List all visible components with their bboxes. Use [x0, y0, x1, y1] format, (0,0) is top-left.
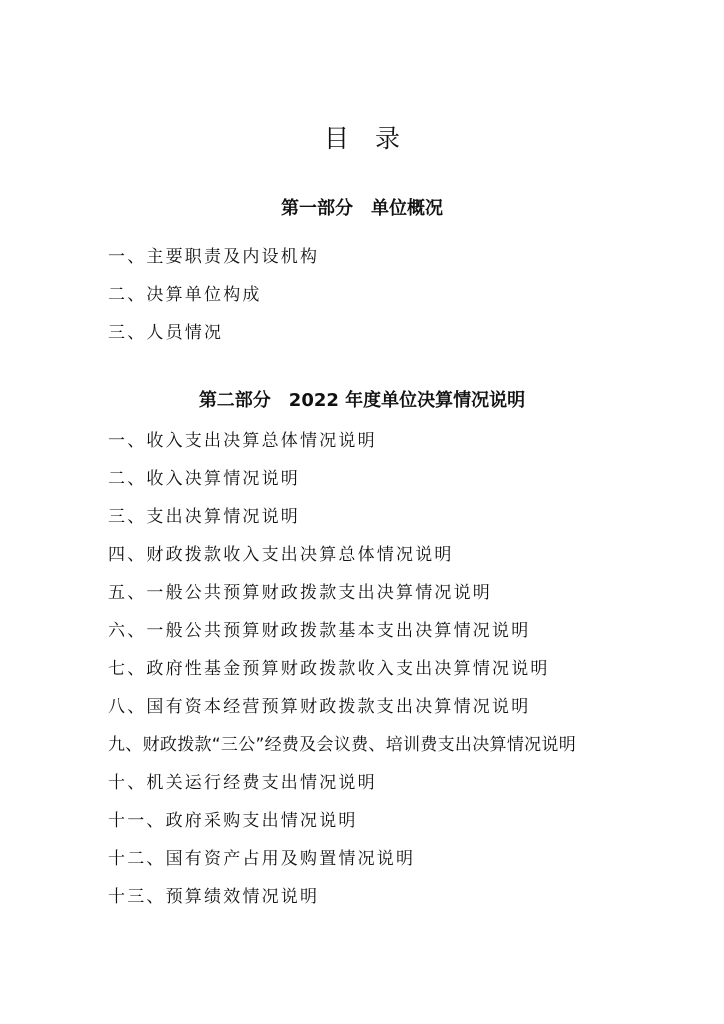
toc-item: 十一、政府采购支出情况说明	[108, 811, 358, 831]
toc-item: 十、机关运行经费支出情况说明	[108, 773, 377, 793]
toc-item: 二、收入决算情况说明	[108, 469, 300, 489]
toc-item: 三、人员情况	[108, 323, 224, 343]
toc-item: 十二、国有资产占用及购置情况说明	[108, 849, 416, 869]
toc-item: 一、收入支出决算总体情况说明	[108, 431, 377, 451]
toc-item: 七、政府性基金预算财政拨款收入支出决算情况说明	[108, 659, 550, 679]
part1-heading: 第一部分 单位概况	[281, 198, 443, 219]
toc-item: 九、财政拨款“三公”经费及会议费、培训费支出决算情况说明	[108, 735, 577, 755]
part2-heading: 第二部分 2022 年度单位决算情况说明	[198, 390, 526, 411]
toc-item: 八、国有资本经营预算财政拨款支出决算情况说明	[108, 697, 531, 717]
toc-item: 三、支出决算情况说明	[108, 507, 300, 527]
toc-item: 二、决算单位构成	[108, 285, 262, 305]
toc-item: 一、主要职责及内设机构	[108, 247, 320, 267]
toc-item: 六、一般公共预算财政拨款基本支出决算情况说明	[108, 621, 531, 641]
toc-item: 五、一般公共预算财政拨款支出决算情况说明	[108, 583, 492, 603]
toc-item: 四、财政拨款收入支出决算总体情况说明	[108, 545, 454, 565]
page-title: 目录	[323, 124, 426, 153]
toc-item: 十三、预算绩效情况说明	[108, 887, 320, 907]
